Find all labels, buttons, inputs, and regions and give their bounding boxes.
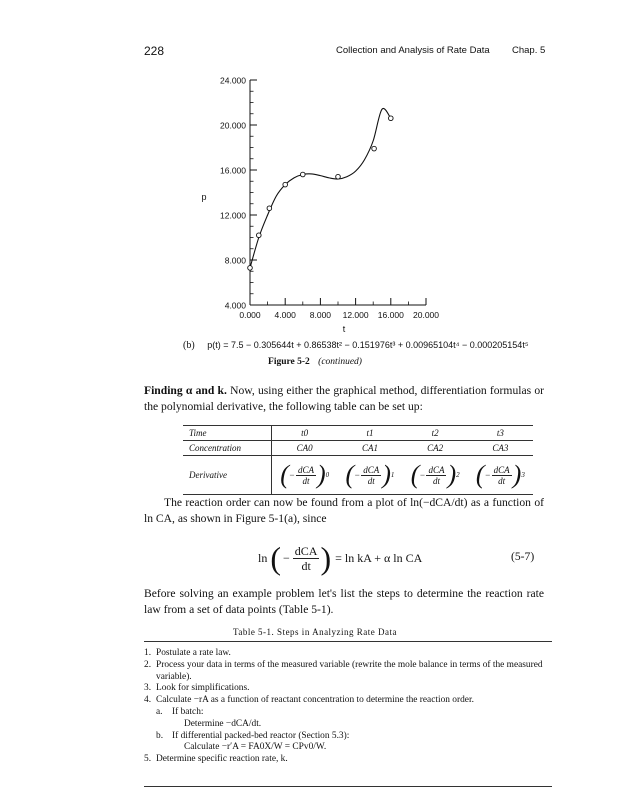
data-point bbox=[372, 146, 377, 151]
step-text: If batch: bbox=[172, 706, 204, 717]
time-cell: t3 bbox=[468, 426, 533, 441]
fit-equation-label: (b) bbox=[183, 340, 195, 351]
step-number: 4. bbox=[144, 695, 152, 706]
derivative-cell: ( − $\frac{\text{dCA}}{dt}$ ) 2 bbox=[403, 456, 468, 495]
step-number: 3. bbox=[144, 683, 152, 694]
x-axis-label: t bbox=[342, 324, 346, 334]
step-item bbox=[144, 754, 552, 766]
figure-label: Figure 5-2 bbox=[268, 357, 310, 367]
figure-caption bbox=[0, 357, 630, 367]
eq-ln: ln bbox=[258, 550, 268, 565]
table-top-rule bbox=[144, 641, 552, 642]
step-item bbox=[144, 695, 552, 707]
derivative-cell: ( − $\frac{\text{dCA}}{dt}$ ) 3 bbox=[468, 456, 533, 495]
data-point bbox=[301, 172, 306, 177]
paragraph-body: Now, using either the graphical method, differentiation formulas or the polynomial derivative, the following table can be set up: bbox=[144, 384, 544, 413]
row-label-derivative: Derivative bbox=[183, 456, 272, 495]
rate-data-table bbox=[183, 425, 533, 495]
table-5-1-caption: Table 5-1. Steps in Analyzing Rate Data bbox=[232, 627, 398, 637]
y-tick-label: 16.000 bbox=[220, 165, 246, 176]
fit-curve-line bbox=[250, 108, 391, 267]
step-number: 1. bbox=[144, 648, 152, 658]
step-number: 2. bbox=[144, 659, 152, 670]
data-point bbox=[283, 182, 288, 187]
paragraph-before-example: Before solving an example problem let's list the steps to determine the reaction rate law from a set of data points (Table 5-1). bbox=[144, 587, 544, 616]
data-point bbox=[267, 206, 272, 211]
step-number bbox=[172, 742, 184, 754]
data-point bbox=[389, 116, 394, 121]
equation-5-7: ln ( − $\frac{\text{dCA}}{dt}$ ) = ln kA + α ln CA (5-7) bbox=[258, 540, 535, 576]
table-bottom-rule bbox=[144, 786, 552, 787]
concentration-cell: CA3 bbox=[468, 441, 533, 456]
equation-number: (5-7) bbox=[511, 550, 535, 563]
time-cell: t1 bbox=[337, 426, 402, 441]
page-number: 228 bbox=[144, 44, 165, 58]
step-text: Determine specific reaction rate, k. bbox=[156, 754, 288, 765]
step-item bbox=[144, 742, 552, 754]
y-tick-label: 12.000 bbox=[220, 210, 246, 221]
step-text: Process your data in terms of the measured variable (rewrite the mole balance in terms of the measured variable). bbox=[156, 659, 543, 682]
step-item bbox=[144, 648, 552, 660]
concentration-cell: CA1 bbox=[337, 441, 402, 456]
data-point bbox=[248, 266, 253, 271]
x-tick-label: 0.000 bbox=[239, 310, 261, 320]
step-number: a. bbox=[156, 706, 163, 717]
fit-equation-text: p(t) = 7.5 − 0.305644t + 0.86538t² − 0.151976t³ + 0.00965104t⁴ − 0.000205154t⁵ bbox=[207, 340, 529, 350]
time-cell: t0 bbox=[272, 426, 338, 441]
x-tick-label: 20.000 bbox=[413, 310, 439, 320]
derivative-cell: ( − $\frac{\text{dCA}}{dt}$ ) 0 bbox=[272, 456, 338, 495]
steps-list bbox=[144, 648, 552, 766]
step-text: Calculate −rA as a function of reactant concentration to determine the reaction order. bbox=[156, 695, 474, 706]
step-text: Postulate a rate law. bbox=[156, 648, 231, 658]
step-item bbox=[144, 719, 552, 731]
data-point bbox=[257, 233, 262, 238]
concentration-cell: CA0 bbox=[272, 441, 338, 456]
step-item bbox=[144, 731, 552, 743]
time-cell: t2 bbox=[403, 426, 468, 441]
step-text: Look for simplifications. bbox=[156, 683, 250, 694]
figure-note: (continued) bbox=[318, 357, 362, 367]
step-item bbox=[144, 683, 552, 695]
x-tick-label: 8.000 bbox=[309, 310, 332, 320]
x-tick-label: 12.000 bbox=[342, 310, 369, 320]
x-tick-label: 4.000 bbox=[274, 310, 296, 320]
data-point bbox=[336, 174, 341, 179]
eq-rhs: = ln kA + α ln CA bbox=[335, 550, 423, 565]
step-number bbox=[172, 719, 184, 731]
step-number: b. bbox=[156, 730, 164, 741]
chart-curve bbox=[250, 108, 391, 267]
step-text: Calculate −r′A = FA0X/W = CPv0/W. bbox=[184, 742, 327, 753]
step-number: 5. bbox=[144, 754, 152, 765]
y-tick-label: 8.000 bbox=[224, 255, 246, 266]
eq-denominator: dt bbox=[301, 558, 311, 573]
y-tick-label: 20.000 bbox=[220, 120, 246, 131]
step-text: If differential packed-bed reactor (Section 5.3): bbox=[172, 730, 350, 741]
concentration-cell: CA2 bbox=[403, 441, 468, 456]
eq-numerator: dCA bbox=[294, 543, 318, 558]
chart-labels bbox=[201, 76, 439, 335]
x-tick-label: 16.000 bbox=[377, 310, 404, 320]
y-tick-label: 24.000 bbox=[220, 75, 246, 86]
row-label-time: Time bbox=[183, 426, 272, 441]
fit-equation bbox=[183, 340, 529, 351]
row-label-concentration: Concentration bbox=[183, 441, 272, 456]
derivative-cell: ( − $\frac{\text{dCA}}{dt}$ ) 1 bbox=[337, 456, 402, 495]
paragraph-finding-alpha-k bbox=[144, 383, 544, 414]
chapter-label: Chap. 5 bbox=[512, 45, 546, 56]
paragraph-lead: Finding α and k. bbox=[144, 384, 227, 397]
step-item bbox=[144, 660, 552, 684]
chart-ticks bbox=[250, 80, 426, 305]
section-title: Collection and Analysis of Rate Data bbox=[336, 45, 490, 56]
chart-axes bbox=[250, 80, 426, 305]
y-tick-label: 4.000 bbox=[224, 300, 246, 311]
step-text: Determine −dCA/dt. bbox=[184, 718, 262, 729]
chart-points bbox=[248, 116, 393, 270]
y-axis-label: p bbox=[201, 192, 207, 202]
paragraph-reaction-order: The reaction order can now be found from a plot of ln(−dCA/dt) as a function of ln CA, as shown in Figure 5-1(a), since bbox=[144, 496, 544, 525]
step-item bbox=[144, 707, 552, 719]
